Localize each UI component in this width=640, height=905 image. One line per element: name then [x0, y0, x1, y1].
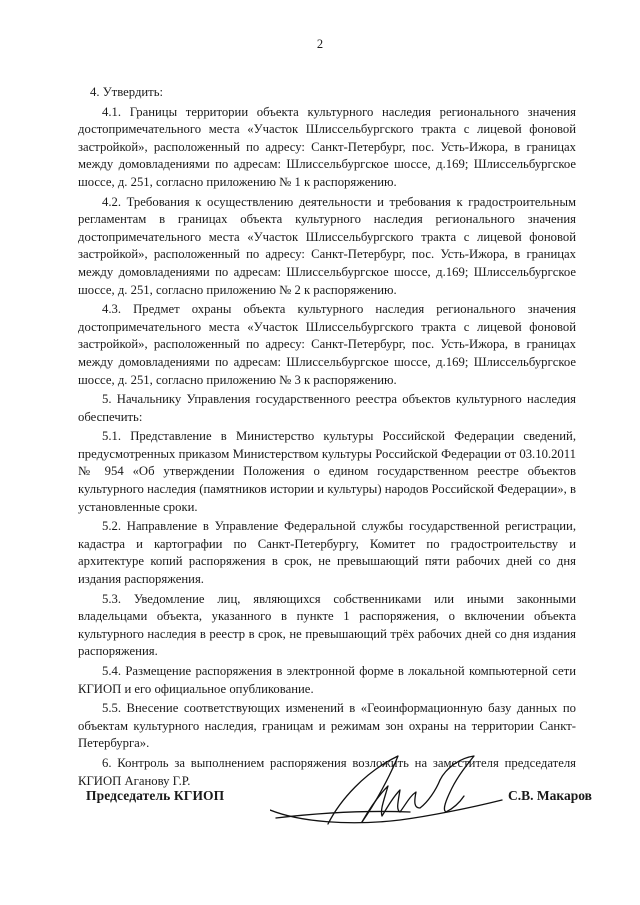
paragraph-4-heading: 4. Утвердить:: [90, 85, 164, 99]
page-number: 2: [316, 37, 324, 51]
document-body: [78, 84, 576, 792]
signatory-name: С.В. Макаров: [508, 788, 592, 803]
handwritten-signature: [270, 750, 510, 830]
paragraph-4-2: 4.2. Требования к осуществлению деятельности и требования к градостроительным регламентам в границах объекта культурного наследия регионального значения достопримечательного места «Участок Шлиссельбургского тракта с лицевой фоновой застройкой», расположенный по адресу: Санкт-Петербург, пос. Усть-Ижора, в границах между домовладениями по адресам: Шлиссельбургское шоссе, д.169; Шлиссельбургское шоссе, д. 251, согласно приложению № 2 к распоряжению.: [78, 194, 576, 297]
paragraph-4-1: 4.1. Границы территории объекта культурного наследия регионального значения достопримечательного места «Участок Шлиссельбургского тракта с лицевой фоновой застройкой», расположенный по адресу: Санкт-Петербург, пос. Усть-Ижора, в границах между домовладениями по адресам: Шлиссельбургское шоссе, д.169; Шлиссельбургское шоссе, д. 251, согласно приложению № 1 к распоряжению.: [78, 104, 576, 189]
paragraph-6: 6. Контроль за выполнением распоряжения возложить на заместителя председателя КГИОП Аганову Г.Р.: [78, 755, 576, 788]
paragraph-5-heading: 5. Начальнику Управления государственного реестра объектов культурного наследия обеспечить:: [78, 392, 576, 424]
paragraph-5-5: 5.5. Внесение соответствующих изменений в «Геоинформационную базу данных по объектам культурного наследия, границам и режимам зон охраны на территории Санкт-Петербурга».: [78, 701, 576, 751]
paragraph-4-3: 4.3. Предмет охраны объекта культурного наследия регионального значения достопримечательного места «Участок Шлиссельбургского тракта с лицевой фоновой застройкой», расположенный по адресу: Санкт-Петербург, пос. Усть-Ижора, в границах между домовладениями по адресам: Шлиссельбургское шоссе, д.169; Шлиссельбургское шоссе, д. 251, согласно приложению № 3 к распоряжению.: [78, 302, 576, 387]
paragraph-5-2: 5.2. Направление в Управление Федеральной службы государственной регистрации, кадастра и картографии по Санкт-Петербургу, Комитет по градостроительству и архитектуре копий распоряжения в срок, не превышающий пяти рабочих дней со дня издания распоряжения.: [78, 519, 576, 587]
paragraph-5-1: 5.1. Представление в Министерство культуры Российской Федерации сведений, предусмотренных приказом Министерством культуры Российской Федерации от 03.10.2011 № 954 «Об утверждении Положения о едином государственном реестре объектов культурного наследия (памятников истории и культуры) народов Российской Федерации», в установленные сроки.: [78, 429, 576, 514]
paragraph-5-3: 5.3. Уведомление лиц, являющихся собственниками или иными законными владельцами объекта, указанного в пункте 1 распоряжения, о включении объекта культурного наследия в реестр в срок, не превышающий трёх рабочих дней со дня издания распоряжения.: [78, 591, 576, 659]
paragraph-5-4: 5.4. Размещение распоряжения в электронной форме в локальной компьютерной сети КГИОП и его официальное опубликование.: [78, 664, 576, 696]
signatory-title: Председатель КГИОП: [86, 788, 225, 803]
signature-block: [0, 750, 640, 840]
